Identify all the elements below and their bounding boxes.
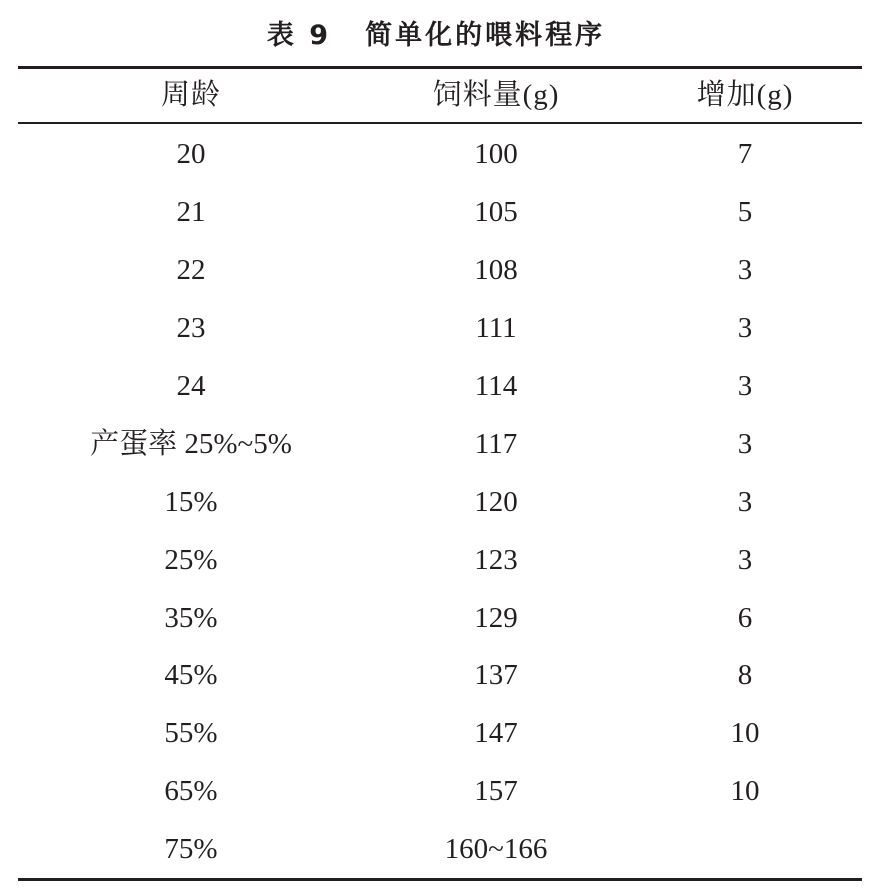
cell-feed-amount: 157	[474, 775, 518, 808]
cell-increase: 3	[737, 485, 753, 518]
table-row	[18, 415, 862, 473]
header-rule	[18, 122, 862, 124]
cell-increase: 3	[737, 254, 753, 287]
table-row	[18, 647, 862, 705]
table-header	[18, 69, 862, 122]
table-row	[18, 589, 862, 647]
cell-feed-amount: 160~166	[444, 833, 548, 866]
cell-increase: 8	[737, 659, 753, 692]
table-row	[18, 705, 862, 763]
cell-feed-amount: 105	[474, 196, 518, 229]
cell-increase: 6	[737, 601, 753, 634]
cell-feed-amount: 117	[474, 427, 518, 460]
table-title: 简单化的喂料程序	[365, 19, 606, 51]
cell-week-age: 24	[176, 370, 206, 402]
cell-week-age: 产蛋率 25%~5%	[90, 427, 292, 460]
cell-feed-amount: 100	[474, 138, 518, 171]
cell-feed-amount: 114	[474, 370, 518, 402]
cell-increase: 3	[737, 543, 753, 576]
cell-increase: 3	[737, 370, 753, 402]
table-row	[18, 763, 862, 821]
header-week-age: 周龄	[160, 79, 221, 111]
cell-feed-amount: 147	[474, 717, 518, 750]
cell-week-age: 23	[176, 312, 206, 345]
table-row	[18, 358, 862, 416]
cell-week-age: 22	[176, 254, 206, 287]
table-row	[18, 531, 862, 589]
cell-increase: 10	[730, 717, 760, 750]
table-caption	[0, 10, 872, 54]
cell-week-age: 15%	[164, 485, 218, 518]
cell-week-age: 75%	[164, 833, 218, 866]
cell-week-age: 21	[176, 196, 206, 229]
cell-increase: 5	[737, 196, 753, 229]
table-row	[18, 473, 862, 531]
bottom-rule	[18, 878, 862, 881]
table-row	[18, 300, 862, 358]
table-body	[18, 126, 862, 879]
cell-feed-amount: 137	[474, 659, 518, 692]
cell-feed-amount: 123	[474, 543, 518, 576]
cell-feed-amount: 108	[474, 254, 518, 287]
cell-increase: 3	[737, 312, 753, 345]
cell-week-age: 25%	[164, 543, 218, 576]
cell-feed-amount: 120	[474, 485, 518, 518]
cell-week-age: 20	[176, 138, 206, 171]
table-row	[18, 126, 862, 184]
table-row	[18, 184, 862, 242]
cell-increase: 7	[737, 138, 753, 171]
cell-increase: 3	[737, 427, 753, 460]
header-feed-amount: 饲料量(g)	[432, 79, 560, 111]
cell-week-age: 35%	[164, 601, 218, 634]
table-row	[18, 242, 862, 300]
header-increase: 增加(g)	[696, 79, 794, 111]
cell-feed-amount: 111	[475, 312, 517, 345]
cell-week-age: 45%	[164, 659, 218, 692]
cell-week-age: 55%	[164, 717, 218, 750]
table-number: 表 9	[266, 19, 332, 51]
cell-feed-amount: 129	[474, 601, 518, 634]
cell-week-age: 65%	[164, 775, 218, 808]
cell-increase: 10	[730, 775, 760, 808]
table-row	[18, 821, 862, 879]
